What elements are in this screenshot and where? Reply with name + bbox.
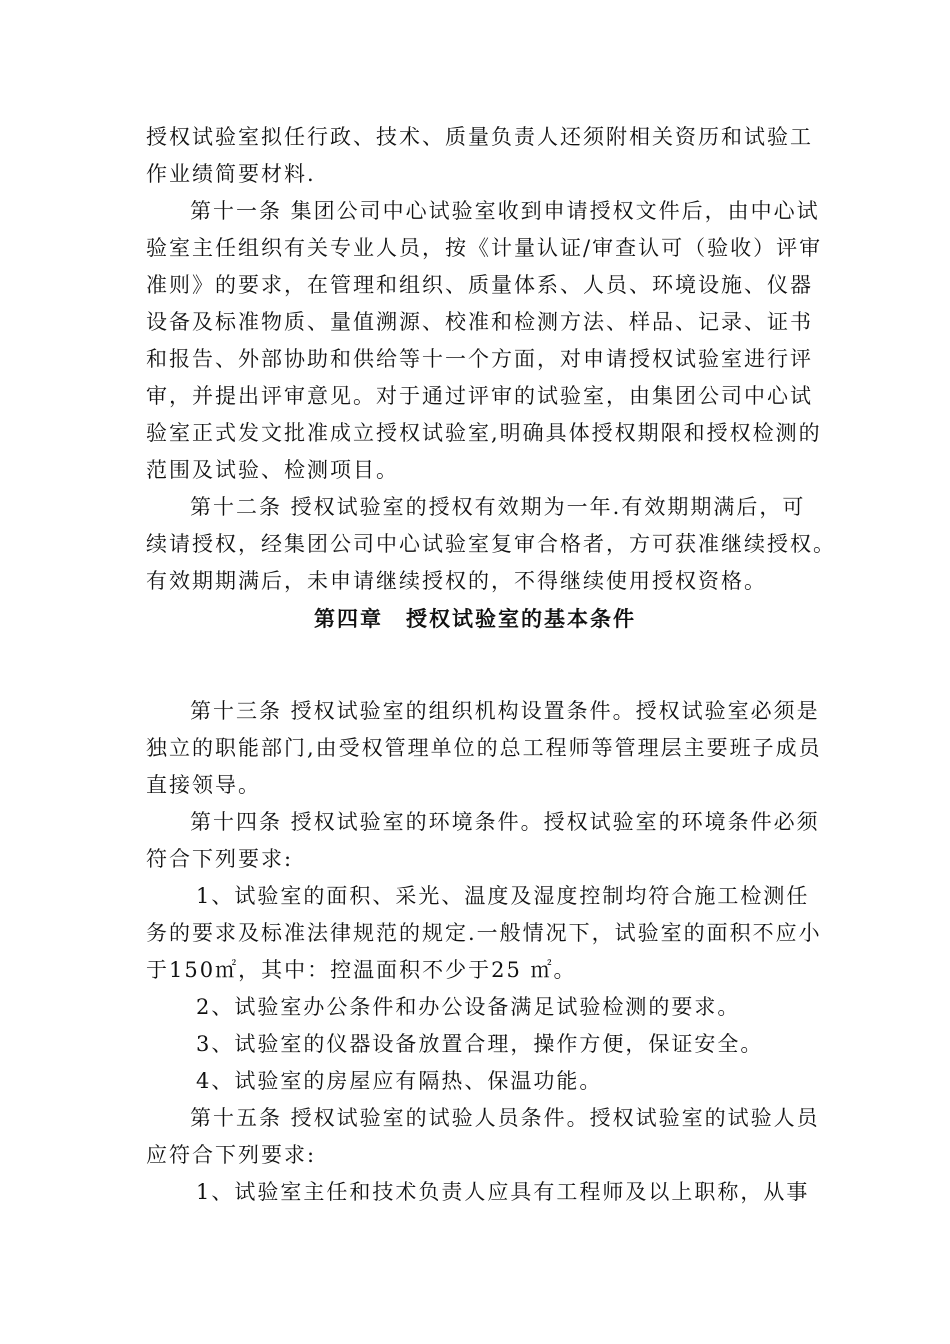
text-line: 设备及标准物质、量值溯源、校准和检测方法、样品、记录、证书 [146, 310, 813, 334]
text-line: 务的要求及标准法律规范的规定.一般情况下，试验室的面积不应小 [146, 921, 822, 945]
text-line: 直接领导。 [146, 773, 261, 797]
text-line: 范围及试验、检测项目。 [146, 458, 399, 482]
list-item-3: 3、试验室的仪器设备放置合理，操作方便，保证安全。 [196, 1032, 764, 1056]
article-15-start: 第十五条 授权试验室的试验人员条件。授权试验室的试验人员 [190, 1106, 820, 1130]
list-item-1: 1、试验室的面积、采光、温度及湿度控制均符合施工检测任 [196, 884, 810, 908]
text-line: 于150㎡，其中：控温面积不少于25 ㎡。 [146, 958, 577, 982]
text-line: 作业绩简要材料. [146, 162, 316, 186]
list-item-2: 2、试验室办公条件和办公设备满足试验检测的要求。 [196, 995, 741, 1019]
article-14-start: 第十四条 授权试验室的环境条件。授权试验室的环境条件必须 [190, 810, 820, 834]
article-11-start: 第十一条 集团公司中心试验室收到申请授权文件后，由中心试 [190, 199, 820, 223]
text-line: 和报告、外部协助和供给等十一个方面，对申请授权试验室进行评 [146, 347, 813, 371]
text-line: 符合下列要求: [146, 847, 294, 871]
text-line: 续请授权，经集团公司中心试验室复审合格者，方可获准继续授权。 [146, 532, 836, 556]
text-line: 有效期期满后，未申请继续授权的，不得继续使用授权资格。 [146, 569, 767, 593]
text-line: 验室主任组织有关专业人员，按《计量认证/审查认可（验收）评审 [146, 236, 823, 260]
text-line: 应符合下列要求: [146, 1143, 317, 1167]
text-line: 独立的职能部门,由受权管理单位的总工程师等管理层主要班子成员 [146, 736, 822, 760]
text-line: 审，并提出评审意见。对于通过评审的试验室，由集团公司中心试 [146, 384, 813, 408]
text-line: 验室正式发文批准成立授权试验室,明确具体授权期限和授权检测的 [146, 421, 822, 445]
article-13-start: 第十三条 授权试验室的组织机构设置条件。授权试验室必须是 [190, 699, 820, 723]
text-line: 授权试验室拟任行政、技术、质量负责人还须附相关资历和试验工 [146, 125, 813, 149]
text-line: 准则》的要求，在管理和组织、质量体系、人员、环境设施、仪器 [146, 273, 813, 297]
list-item-1-staff: 1、试验室主任和技术负责人应具有工程师及以上职称，从事 [196, 1180, 810, 1204]
list-item-4: 4、试验室的房屋应有隔热、保温功能。 [196, 1069, 603, 1093]
chapter-heading: 第四章 授权试验室的基本条件 [314, 607, 636, 631]
article-12-start: 第十二条 授权试验室的授权有效期为一年.有效期期满后，可 [190, 495, 806, 519]
